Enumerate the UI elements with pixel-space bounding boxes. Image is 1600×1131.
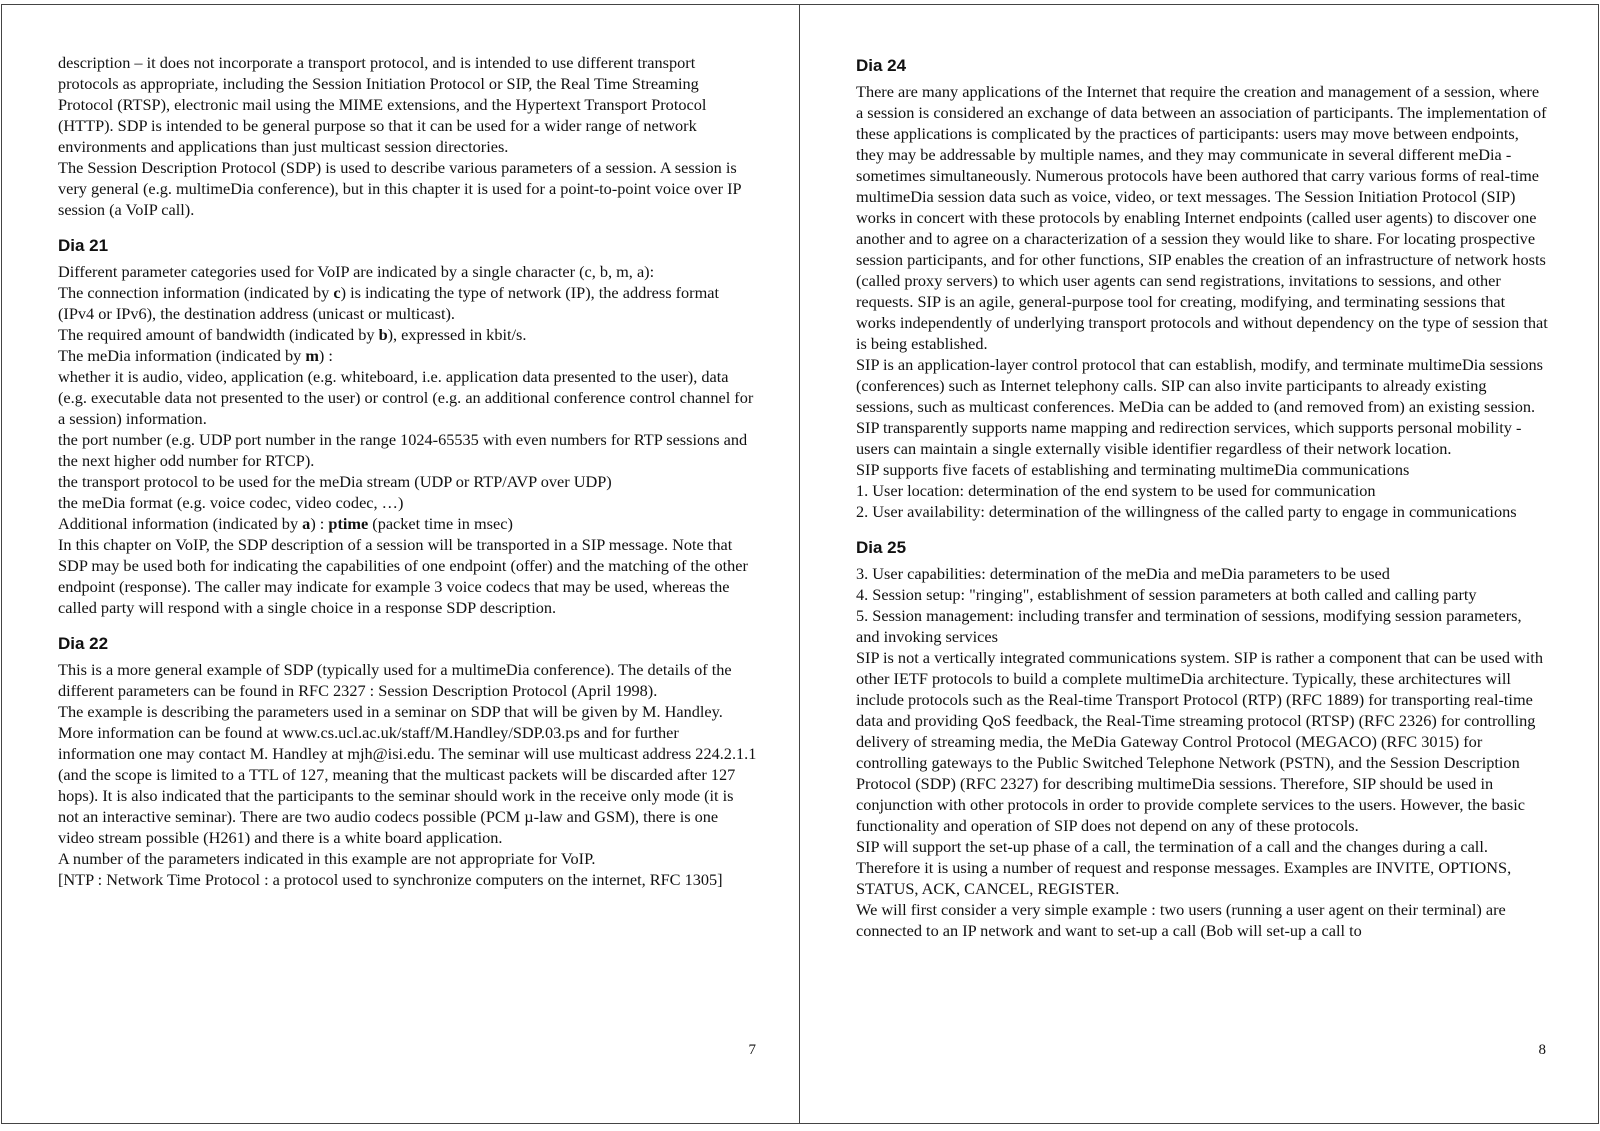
text-run: ), expressed in kbit/s. — [387, 325, 527, 344]
page-number-right: 8 — [1538, 1042, 1546, 1058]
dia21-paragraph: Different parameter categories used for VoIP are indicated by a single character (c, b, m, a): — [58, 262, 655, 281]
facet-list-item: 5. Session management: including transfer and termination of sessions, modifying session parameters, and invoking services — [856, 606, 1522, 646]
dia22-paragraph: [NTP : Network Time Protocol : a protocol used to synchronize computers on the internet, RFC 1305] — [58, 870, 723, 889]
text-run: The meDia information (indicated by — [58, 346, 306, 365]
bold-run: m — [305, 346, 319, 365]
dia21-paragraph — [58, 513, 758, 534]
facet-list-item: 3. User capabilities: determination of the meDia and meDia parameters to be used — [856, 564, 1390, 583]
dia21-paragraph: the port number (e.g. UDP port number in the range 1024-65535 with even numbers for RTP sessions and the next higher odd number for RTCP). — [58, 430, 748, 470]
page-number-left: 7 — [748, 1042, 756, 1058]
text-run: (packet time in msec) — [368, 514, 513, 533]
facet-list-item: 1. User location: determination of the end system to be used for communication — [856, 481, 1376, 500]
facet-list-item: 4. Session setup: "ringing", establishment of session parameters at both called and calling party — [856, 585, 1477, 604]
text-run: The connection information (indicated by — [58, 283, 334, 302]
bold-run: c — [333, 283, 341, 302]
text-run: The required amount of bandwidth (indicated by — [58, 325, 379, 344]
page-left — [1, 4, 800, 1124]
dia21-paragraph — [58, 282, 758, 324]
dia25-paragraph: We will first consider a very simple example : two users (running a user agent on their terminal) are connected to an IP network and want to set-up a call (Bob will set-up a call to — [856, 900, 1506, 940]
text-run: ) : — [310, 514, 329, 533]
page-right — [799, 4, 1599, 1124]
heading-dia-24: Dia 24 — [856, 56, 907, 75]
heading-dia-25: Dia 25 — [856, 538, 907, 557]
heading-dia-21: Dia 21 — [58, 236, 109, 255]
text-run: ) is indicating the type of network (IP), the address format (IPv4 or IPv6), the destination address (unicast or multicast). — [58, 283, 720, 323]
bold-run: a — [302, 514, 311, 533]
dia22-paragraph: A number of the parameters indicated in this example are not appropriate for VoIP. — [58, 849, 596, 868]
dia21-paragraph: whether it is audio, video, application (e.g. whiteboard, i.e. application data presented to the user), data (e.g. executable data not presented to the user) or control (e.g. an additional conference control channel for a session) information. — [58, 367, 754, 428]
text-run: Additional information (indicated by — [58, 514, 303, 533]
dia24-paragraph: SIP is an application-layer control protocol that can establish, modify, and terminate multimeDia sessions (conferences) such as Internet telephony calls. SIP can also invite participants to already existing sessions, such as multicast conferences. MeDia can be added to (and removed from) an existing session. SIP transparently supports name mapping and redirection services, which supports personal mobility - users can maintain a single externally visible identifier regardless of their network location. — [856, 355, 1543, 458]
dia21-paragraph: the transport protocol to be used for the meDia stream (UDP or RTP/AVP over UDP) — [58, 472, 612, 491]
dia21-paragraph — [58, 345, 758, 366]
intro-paragraph-1: description – it does not incorporate a transport protocol, and is intended to use different transport protocols as appropriate, including the Session Initiation Protocol or SIP, the Real Time Streaming Protocol (RTSP), electronic mail using the MIME extensions, and the Hypertext Transport Protocol (HTTP). SDP is intended to be general purpose so that it can be used for a wider range of network environments and applications than just multicast session directories. — [58, 53, 707, 156]
dia25-paragraph: SIP will support the set-up phase of a call, the termination of a call and the changes during a call. Therefore it is using a number of request and response messages. Examples are INVITE, OPTIONS, STATUS, ACK, CANCEL, REGISTER. — [856, 837, 1512, 898]
bold-run: ptime — [328, 514, 369, 533]
dia25-paragraph: SIP is not a vertically integrated communications system. SIP is rather a component that can be used with other IETF protocols to build a complete multimeDia architecture. Typically, these architectures will include protocols such as the Real-time Transport Protocol (RTP) (RFC 1889) for transporting real-time data and providing QoS feedback, the Real-Time streaming protocol (RTSP) (RFC 2326) for controlling delivery of streaming media, the MeDia Gateway Control Protocol (MEGACO) (RFC 3015) for controlling gateways to the Public Switched Telephone Network (PSTN), and the Session Description Protocol (SDP) (RFC 2327) for describing multimeDia sessions. Therefore, SIP should be used in conjunction with other protocols in order to provide complete services to the users. However, the basic functionality and operation of SIP does not depend on any of these protocols. — [856, 648, 1543, 835]
dia22-paragraph: This is a more general example of SDP (typically used for a multimeDia conference). The details of the different parameters can be found in RFC 2327 : Session Description Protocol (April 1998). — [58, 660, 732, 700]
intro-paragraph-2: The Session Description Protocol (SDP) is used to describe various parameters of a session. A session is very general (e.g. multimeDia conference), but in this chapter it is used for a point-to-point voice over IP session (a VoIP call). — [58, 158, 741, 219]
dia22-paragraph: The example is describing the parameters used in a seminar on SDP that will be given by M. Handley. More information can be found at www.cs.ucl.ac.uk/staff/M.Handley/SDP.03.ps and for further information one may contact M. Handley at mjh@isi.edu. The seminar will use multicast address 224.2.1.1 (and the scope is limited to a TTL of 127, meaning that the multicast packets will be discarded after 127 hops). It is also indicated that the participants to the seminar should work in the receive only mode (it is not an interactive seminar). There are two audio codecs possible (PCM µ-law and GSM), there is one video stream possible (H261) and there is a white board application. — [58, 702, 757, 847]
facet-list-item: 2. User availability: determination of the willingness of the called party to engage in communications — [856, 502, 1517, 521]
dia24-paragraph: SIP supports five facets of establishing and terminating multimeDia communications — [856, 460, 1410, 479]
dia24-paragraph: There are many applications of the Internet that require the creation and management of a session, where a session is considered an exchange of data between an association of participants. The implementation of these applications is complicated by the practices of participants: users may move between endpoints, they may be addressable by multiple names, and they may communicate in several different meDia - sometimes simultaneously. Numerous protocols have been authored that carry various forms of real-time multimeDia session data such as voice, video, or text messages. The Session Initiation Protocol (SIP) works in concert with these protocols by enabling Internet endpoints (called user agents) to discover one another and to agree on a characterization of a session they would like to share. For locating prospective session participants, and for other functions, SIP enables the creation of an infrastructure of network hosts (called proxy servers) to which user agents can send registrations, invitations to sessions, and other requests. SIP is an agile, general-purpose tool for creating, modifying, and terminating sessions that works independently of underlying transport protocols and without dependency on the type of session that is being established. — [856, 82, 1548, 353]
page-right-content — [856, 52, 1548, 941]
bold-run: b — [378, 325, 388, 344]
dia21-paragraph: In this chapter on VoIP, the SDP description of a session will be transported in a SIP message. Note that SDP may be used both for indicating the capabilities of one endpoint (offer) and the matching of the other endpoint (response). The caller may indicate for example 3 voice codecs that may be used, whereas the called party will respond with a single choice in a response SDP description. — [58, 535, 748, 617]
dia21-paragraph — [58, 324, 758, 345]
dia21-paragraph: the meDia format (e.g. voice codec, video codec, …) — [58, 493, 404, 512]
page-left-content — [58, 52, 758, 890]
text-run: ) : — [318, 346, 333, 365]
heading-dia-22: Dia 22 — [58, 634, 109, 653]
